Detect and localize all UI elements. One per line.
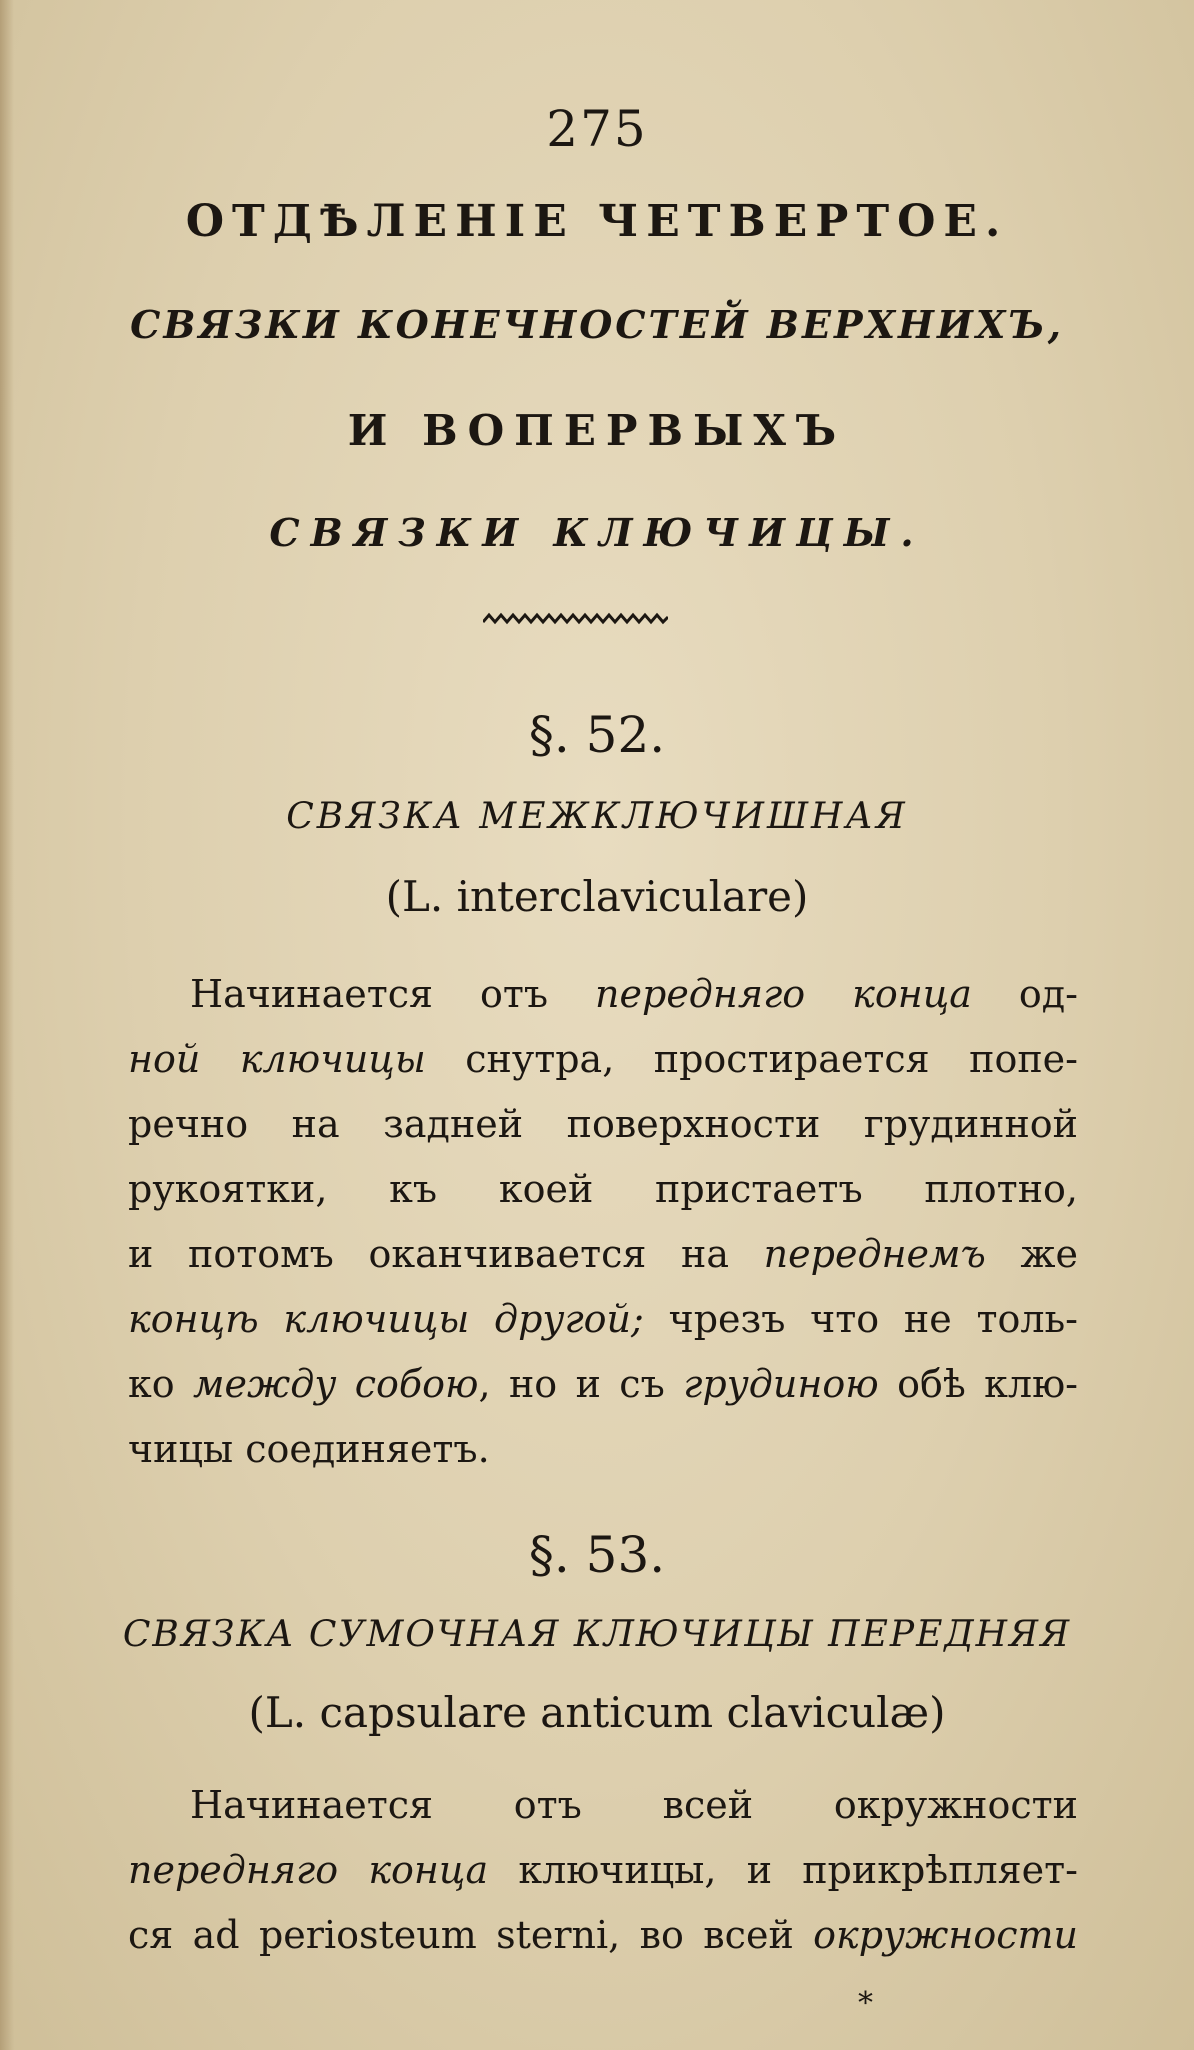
catchword-mark: * xyxy=(858,1986,873,2021)
italic-term: окружности xyxy=(813,1913,1078,1957)
text-line: рукоятки, къ коей пристаетъ плотно, xyxy=(128,1167,1078,1211)
text-line: Начинается отъ передняго конца од- xyxy=(190,972,1079,1016)
text-line: концѣ ключицы другой; чрезъ что не толь- xyxy=(128,1297,1079,1341)
ligament-latin-name: (L. interclaviculare) xyxy=(385,872,809,921)
text-line: передняго конца ключицы, и прикрѣпляет- xyxy=(128,1848,1078,1892)
ligament-latin-name: (L. capsulare anticum claviculæ) xyxy=(248,1688,946,1737)
text-line: Начинается отъ всей окружности xyxy=(190,1783,1078,1827)
text-line: чицы соединяетъ. xyxy=(128,1427,490,1471)
body-paragraph xyxy=(128,1773,1078,1968)
page-number: 275 xyxy=(546,100,648,158)
italic-term: передняго конца xyxy=(595,972,972,1016)
subheading-clavicle: СВЯЗКИ КЛЮЧИЦЫ. xyxy=(269,510,925,555)
text-line: ся ad periosteum sterni, во всей окружности xyxy=(128,1913,1078,1957)
subheading-limbs: СВЯЗКИ КОНЕЧНОСТЕЙ ВЕРХНИХЪ, xyxy=(130,302,1064,347)
text-line: речно на задней поверхности грудинной xyxy=(128,1102,1078,1146)
body-paragraph xyxy=(128,962,1078,1482)
section-heading: ОТДѢЛЕНІЕ ЧЕТВЕРТОЕ. xyxy=(185,196,1009,247)
ligament-title: СВЯЗКА МЕЖКЛЮЧИШНАЯ xyxy=(286,796,908,837)
text-line: ной ключицы снутра, простирается попе- xyxy=(128,1037,1078,1081)
italic-term: передняго конца xyxy=(128,1848,489,1892)
italic-term: концѣ ключицы другой; xyxy=(128,1297,644,1341)
text-line: ко между собою, но и съ грудиною обѣ клю- xyxy=(128,1362,1078,1406)
italic-term: ной ключицы xyxy=(128,1037,426,1081)
ornament-divider xyxy=(483,612,668,626)
italic-term: грудиною xyxy=(683,1362,879,1406)
italic-term: между собою xyxy=(193,1362,479,1406)
ligament-title: СВЯЗКА СУМОЧНАЯ КЛЮЧИЦЫ ПЕРЕДНЯЯ xyxy=(122,1614,1072,1655)
subheading-firstly: И ВОПЕРВЫХЪ xyxy=(347,406,847,455)
paragraph-number: §. 52. xyxy=(528,706,666,764)
paragraph-number: §. 53. xyxy=(528,1526,666,1584)
italic-term: переднемъ xyxy=(763,1232,986,1276)
text-line: и потомъ оканчивается на переднемъ же xyxy=(128,1232,1078,1276)
